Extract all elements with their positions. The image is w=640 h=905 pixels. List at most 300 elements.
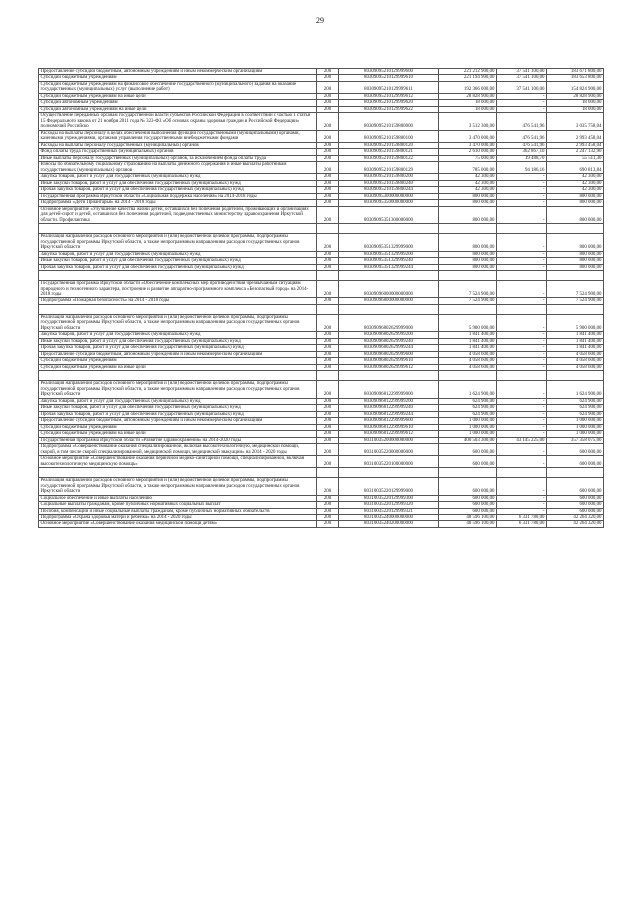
row-name-cell: Иные закупки товаров, работ и услуг для обеспечения государственных (муниципальных) нужд	[39, 258, 317, 264]
row-approved-amount-cell: 1 841 400,00	[439, 332, 497, 338]
row-approved-amount-cell: 3 512 300,00	[439, 113, 497, 130]
row-name-cell: Закупка товаров, работ и услуг для государственных (муниципальных) нужд	[39, 332, 317, 338]
row-unexecuted-amount-cell: 154 824 900,00	[547, 81, 604, 93]
row-classification-code-cell: 80309096812299999612	[339, 431, 439, 437]
row-unexecuted-amount-cell: 1 000 000,00	[547, 424, 604, 430]
row-executed-amount-cell: -	[497, 180, 547, 186]
row-name-cell: Субсидии автономным учреждениям на иные цели	[39, 106, 317, 112]
table-row	[39, 314, 604, 331]
row-approved-amount-cell: 18 000,00	[439, 100, 497, 106]
spacer-cell	[317, 371, 339, 381]
row-name-cell: Реализация направлений расходов основного мероприятия и (или) ведомственной целевой программы, подпрограммы государственной программы Иркутской области, а также непрограммным направлениям расходов государственных органов Иркутской области	[39, 381, 317, 398]
row-approved-amount-cell: 7 524 900,00	[439, 281, 497, 298]
row-classification-code-cell: 80310035220000000000	[339, 444, 439, 456]
row-executed-amount-cell: 362 867,10	[497, 149, 547, 155]
row-classification-code-cell: 80309095210159800129	[339, 162, 439, 174]
table-row	[39, 206, 604, 223]
row-unexecuted-amount-cell: 600 000,00	[547, 478, 604, 495]
spacer-cell	[317, 271, 339, 281]
row-unexecuted-amount-cell: 18 000,00	[547, 100, 604, 106]
row-approved-amount-cell: 600 000,00	[439, 495, 497, 501]
spacer-cell	[547, 271, 604, 281]
row-executed-amount-cell: 6 331 780,00	[497, 521, 547, 527]
row-executed-amount-cell: -	[497, 502, 547, 508]
row-executed-amount-cell: 37 541 100,00	[497, 69, 547, 75]
row-executed-amount-cell: -	[497, 193, 547, 199]
row-approved-amount-cell: 221 194 900,00	[439, 75, 497, 81]
row-approved-amount-cell: 3 470 000,00	[439, 130, 497, 142]
row-executed-amount-cell: -	[497, 200, 547, 206]
table-row	[39, 456, 604, 468]
row-approved-amount-cell: 7 524 900,00	[439, 298, 497, 304]
row-name-cell: Закупка товаров, работ и услуг для государственных (муниципальных) нужд	[39, 251, 317, 257]
spacer-cell	[339, 224, 439, 234]
row-name-cell: Субсидии бюджетным учреждениям	[39, 424, 317, 430]
spacer-cell	[339, 468, 439, 478]
row-executed-amount-cell: -	[497, 444, 547, 456]
table-row	[39, 81, 604, 93]
row-name-cell: Субсидии бюджетным учреждениям на финансовое обеспечение государственного (муниципального) задания на оказание государственных (муниципальных) услуг (выполнение работ)	[39, 81, 317, 93]
row-name-cell: Осуществление переданных органам государственной власти субъектов Российской Федерации в соответствии с частью 1 статьи 15 Федерального закона от 21 ноября 2011 года № 323-ФЗ «Об основах охраны здоровья граждан в Российской Федерации» полномочий Российско	[39, 113, 317, 130]
row-code-cell: 200	[317, 251, 339, 257]
row-classification-code-cell: 80309096802629999240	[339, 338, 439, 344]
row-code-cell: 200	[317, 264, 339, 270]
row-unexecuted-amount-cell: 7 524 900,00	[547, 281, 604, 298]
row-code-cell: 200	[317, 180, 339, 186]
spacer-cell	[497, 224, 547, 234]
row-code-cell: 200	[317, 314, 339, 331]
row-unexecuted-amount-cell: 357 358 075,00	[547, 437, 604, 443]
row-code-cell: 200	[317, 162, 339, 174]
row-approved-amount-cell: 48 596 100,00	[439, 515, 497, 521]
row-approved-amount-cell: 42 300,00	[439, 174, 497, 180]
row-executed-amount-cell: -	[497, 187, 547, 193]
row-approved-amount-cell: 1 841 400,00	[439, 345, 497, 351]
row-classification-code-cell: 80309095351329999240	[339, 258, 439, 264]
table-row	[39, 234, 604, 251]
row-unexecuted-amount-cell: 800 000,00	[547, 206, 604, 223]
row-approved-amount-cell: 221 212 900,00	[439, 69, 497, 75]
table-row	[39, 478, 604, 495]
row-code-cell: 200	[317, 234, 339, 251]
spacer-cell	[39, 224, 317, 234]
row-name-cell: Подпрограмма «Охрана здоровья матери и ребенка» на 2014 - 2020 годы	[39, 515, 317, 521]
row-executed-amount-cell: -	[497, 206, 547, 223]
spacer-row	[39, 271, 604, 281]
table-row	[39, 281, 604, 298]
row-name-cell: Прочая закупка товаров, работ и услуг для обеспечения государственных (муниципальных) нужд	[39, 345, 317, 351]
row-name-cell: Социальное обеспечение и иные выплаты населению	[39, 495, 317, 501]
row-code-cell: 200	[317, 298, 339, 304]
row-executed-amount-cell: 43 145 225,00	[497, 437, 547, 443]
row-unexecuted-amount-cell: 42 300,00	[547, 180, 604, 186]
row-name-cell: Предоставление субсидий бюджетным, автономным учреждениям и иным некоммерческим организациям	[39, 418, 317, 424]
spacer-cell	[439, 468, 497, 478]
row-classification-code-cell: 80309095350000000000	[339, 200, 439, 206]
row-code-cell: 200	[317, 206, 339, 223]
row-approved-amount-cell: 785 000,00	[439, 162, 497, 174]
row-classification-code-cell: 80309095210159800240	[339, 180, 439, 186]
row-classification-code-cell: 80309096812299999200	[339, 398, 439, 404]
spacer-cell	[317, 224, 339, 234]
spacer-cell	[497, 304, 547, 314]
spacer-cell	[497, 271, 547, 281]
row-name-cell: Подпрограмма «Совершенствование оказания специализированной, включая высокотехнологичную, медицинской помощи, скорой, в том числе скорой специализированной, медицинской помощи, медицинской эвакуации» на 2014 - 2020 годы	[39, 444, 317, 456]
spacer-row	[39, 371, 604, 381]
row-code-cell: 200	[317, 338, 339, 344]
row-unexecuted-amount-cell: 1 000 000,00	[547, 418, 604, 424]
row-approved-amount-cell: 48 596 100,00	[439, 521, 497, 527]
row-code-cell: 200	[317, 332, 339, 338]
row-code-cell: 200	[317, 444, 339, 456]
table-row	[39, 162, 604, 174]
row-code-cell: 200	[317, 521, 339, 527]
row-classification-code-cell: 80309096802629999600	[339, 351, 439, 357]
row-approved-amount-cell: 800 000,00	[439, 206, 497, 223]
row-code-cell: 200	[317, 437, 339, 443]
row-classification-code-cell: 80309095300000000000	[339, 193, 439, 199]
row-code-cell: 200	[317, 258, 339, 264]
row-code-cell: 200	[317, 81, 339, 93]
row-classification-code-cell: 80310035240200000000	[339, 521, 439, 527]
row-executed-amount-cell: -	[497, 345, 547, 351]
row-approved-amount-cell: 800 000,00	[439, 264, 497, 270]
row-code-cell: 200	[317, 75, 339, 81]
row-executed-amount-cell: 476 541,96	[497, 142, 547, 148]
row-unexecuted-amount-cell: 1 624 900,00	[547, 381, 604, 398]
row-name-cell: Иные закупки товаров, работ и услуг для обеспечения государственных (муниципальных) нужд	[39, 405, 317, 411]
row-code-cell: 200	[317, 174, 339, 180]
row-unexecuted-amount-cell: 42 300,00	[547, 187, 604, 193]
row-executed-amount-cell: 19 488,70	[497, 155, 547, 161]
row-approved-amount-cell: 1 000 000,00	[439, 431, 497, 437]
row-code-cell: 200	[317, 515, 339, 521]
row-classification-code-cell: 80309095351329999200	[339, 251, 439, 257]
row-name-cell: Реализация направлений расходов основного мероприятия и (или) ведомственной целевой программы, подпрограммы государственной программы Иркутской области, а также непрограммным направлениям расходов государственных органов Иркутской области	[39, 234, 317, 251]
row-unexecuted-amount-cell: 1 841 400,00	[547, 345, 604, 351]
row-executed-amount-cell: -	[497, 234, 547, 251]
row-classification-code-cell: 80309095210159800100	[339, 130, 439, 142]
row-code-cell: 200	[317, 106, 339, 112]
row-code-cell: 200	[317, 364, 339, 370]
row-executed-amount-cell: -	[497, 508, 547, 514]
row-executed-amount-cell: 476 541,96	[497, 130, 547, 142]
spacer-cell	[439, 271, 497, 281]
row-classification-code-cell: 80310035220129999320	[339, 502, 439, 508]
spacer-cell	[39, 304, 317, 314]
row-unexecuted-amount-cell: 600 000,00	[547, 495, 604, 501]
spacer-cell	[39, 271, 317, 281]
row-classification-code-cell: 80309095210159800244	[339, 187, 439, 193]
row-unexecuted-amount-cell: 42 264 320,00	[547, 521, 604, 527]
row-approved-amount-cell: 624 900,00	[439, 411, 497, 417]
row-approved-amount-cell: 28 828 900,00	[439, 93, 497, 99]
table-row	[39, 521, 604, 527]
row-executed-amount-cell: -	[497, 495, 547, 501]
row-executed-amount-cell: 37 541 100,00	[497, 75, 547, 81]
row-classification-code-cell: 80309095210129999611	[339, 81, 439, 93]
row-code-cell: 200	[317, 100, 339, 106]
row-executed-amount-cell: 6 331 780,00	[497, 515, 547, 521]
spacer-row	[39, 224, 604, 234]
row-executed-amount-cell: -	[497, 381, 547, 398]
row-executed-amount-cell: -	[497, 314, 547, 331]
row-approved-amount-cell: 600 000,00	[439, 456, 497, 468]
row-classification-code-cell: 80309095351329999244	[339, 264, 439, 270]
row-executed-amount-cell: -	[497, 298, 547, 304]
row-approved-amount-cell: 800 000,00	[439, 258, 497, 264]
row-approved-amount-cell: 600 000,00	[439, 502, 497, 508]
spacer-cell	[439, 304, 497, 314]
row-name-cell: Иные закупки товаров, работ и услуг для обеспечения государственных (муниципальных) нужд	[39, 338, 317, 344]
row-code-cell: 200	[317, 456, 339, 468]
row-classification-code-cell: 80309096812299999000	[339, 381, 439, 398]
row-classification-code-cell: 80309096000000000000	[339, 281, 439, 298]
row-code-cell: 200	[317, 155, 339, 161]
row-approved-amount-cell: 624 900,00	[439, 405, 497, 411]
row-unexecuted-amount-cell: 55 511,30	[547, 155, 604, 161]
row-name-cell: Предоставление субсидий бюджетным, автономным учреждениям и иным некоммерческим организациям	[39, 69, 317, 75]
spacer-cell	[339, 271, 439, 281]
row-unexecuted-amount-cell: 600 000,00	[547, 508, 604, 514]
row-classification-code-cell: 80309095210159800120	[339, 142, 439, 148]
row-executed-amount-cell: -	[497, 398, 547, 404]
row-unexecuted-amount-cell: 1 841 400,00	[547, 332, 604, 338]
row-classification-code-cell: 80310035240000000000	[339, 515, 439, 521]
row-name-cell: Социальные выплаты гражданам, кроме публичных нормативных социальных выплат	[39, 502, 317, 508]
row-code-cell: 200	[317, 411, 339, 417]
spacer-row	[39, 468, 604, 478]
row-name-cell: Расходы на выплаты персоналу государственных (муниципальных) органов	[39, 142, 317, 148]
row-classification-code-cell: 80310035220100000000	[339, 456, 439, 468]
table-row	[39, 113, 604, 130]
row-code-cell: 200	[317, 130, 339, 142]
row-approved-amount-cell: 75 000,00	[439, 155, 497, 161]
budget-execution-table	[38, 68, 604, 528]
row-code-cell: 200	[317, 398, 339, 404]
row-name-cell: Предоставление субсидий бюджетным, автономным учреждениям и иным некоммерческим организациям	[39, 351, 317, 357]
row-code-cell: 200	[317, 508, 339, 514]
row-classification-code-cell: 80309095210159800122	[339, 155, 439, 161]
row-code-cell: 200	[317, 431, 339, 437]
row-approved-amount-cell: 192 366 000,00	[439, 81, 497, 93]
row-code-cell: 200	[317, 93, 339, 99]
row-name-cell: Подпрограмма «Дети Приангарья» на 2014 - 2018 годы	[39, 200, 317, 206]
row-executed-amount-cell: 37 541 100,00	[497, 81, 547, 93]
spacer-cell	[339, 304, 439, 314]
row-code-cell: 200	[317, 405, 339, 411]
spacer-cell	[547, 371, 604, 381]
row-unexecuted-amount-cell: 800 000,00	[547, 234, 604, 251]
row-approved-amount-cell: 3 470 000,00	[439, 142, 497, 148]
row-approved-amount-cell: 1 624 900,00	[439, 381, 497, 398]
row-approved-amount-cell: 800 000,00	[439, 193, 497, 199]
row-executed-amount-cell: -	[497, 418, 547, 424]
row-name-cell: Фонд оплаты труда государственных (муниципальных) органов	[39, 149, 317, 155]
row-executed-amount-cell: -	[497, 424, 547, 430]
row-name-cell: Закупка товаров, работ и услуг для государственных (муниципальных) нужд	[39, 398, 317, 404]
row-executed-amount-cell: -	[497, 264, 547, 270]
spacer-cell	[439, 371, 497, 381]
spacer-cell	[497, 468, 547, 478]
row-executed-amount-cell: -	[497, 478, 547, 495]
row-name-cell: Основное мероприятие «Совершенствование оказания первичной медико-санитарной помощи, специализированной, включая высокотехнологичную медицинскую помощь»	[39, 456, 317, 468]
row-approved-amount-cell: 800 000,00	[439, 251, 497, 257]
row-unexecuted-amount-cell: 2 993 458,04	[547, 130, 604, 142]
table-body	[39, 69, 604, 528]
row-name-cell: Субсидии бюджетным учреждениям на иные цели	[39, 93, 317, 99]
row-classification-code-cell: 80309095210129999622	[339, 106, 439, 112]
row-unexecuted-amount-cell: 183 653 800,00	[547, 75, 604, 81]
row-classification-code-cell: 80309095210159800000	[339, 113, 439, 130]
row-approved-amount-cell: 1 841 400,00	[439, 338, 497, 344]
row-approved-amount-cell: 42 300,00	[439, 187, 497, 193]
row-classification-code-cell: 80310035220129999300	[339, 495, 439, 501]
row-approved-amount-cell: 2 610 000,00	[439, 149, 497, 155]
row-approved-amount-cell: 18 000,00	[439, 106, 497, 112]
row-code-cell: 200	[317, 351, 339, 357]
row-unexecuted-amount-cell: 18 000,00	[547, 106, 604, 112]
row-classification-code-cell: 80310035220129999321	[339, 508, 439, 514]
row-executed-amount-cell: -	[497, 332, 547, 338]
row-classification-code-cell: 80309095351329999000	[339, 234, 439, 251]
spacer-cell	[547, 304, 604, 314]
row-approved-amount-cell: 5 900 000,00	[439, 314, 497, 331]
row-code-cell: 200	[317, 149, 339, 155]
row-approved-amount-cell: 4 058 600,00	[439, 351, 497, 357]
row-unexecuted-amount-cell: 1 000 000,00	[547, 431, 604, 437]
row-unexecuted-amount-cell: 624 900,00	[547, 405, 604, 411]
row-classification-code-cell: 80309096802629999200	[339, 332, 439, 338]
row-classification-code-cell: 80310035220129999000	[339, 478, 439, 495]
row-name-cell: Государственная программа Иркутской области «Социальная поддержка населения» на 2014-2018 годы	[39, 193, 317, 199]
row-name-cell: Субсидии бюджетным учреждениям на иные цели	[39, 431, 317, 437]
row-unexecuted-amount-cell: 600 000,00	[547, 456, 604, 468]
row-unexecuted-amount-cell: 600 000,00	[547, 444, 604, 456]
row-name-cell: Взносы по обязательному социальному страхованию на выплаты денежного содержания и иные выплаты работникам государственных (муниципальных) органов	[39, 162, 317, 174]
row-unexecuted-amount-cell: 2 247 132,90	[547, 149, 604, 155]
row-classification-code-cell: 80309096802629999610	[339, 358, 439, 364]
row-unexecuted-amount-cell: 4 058 600,00	[547, 351, 604, 357]
spacer-cell	[317, 468, 339, 478]
row-code-cell: 200	[317, 345, 339, 351]
row-name-cell: Прочая закупка товаров, работ и услуг для обеспечения государственных (муниципальных) нужд	[39, 411, 317, 417]
row-classification-code-cell: 80309096812299999240	[339, 405, 439, 411]
row-executed-amount-cell: -	[497, 364, 547, 370]
row-name-cell: Подпрограмма «Пожарная безопасность» на 2014 - 2018 годы	[39, 298, 317, 304]
row-unexecuted-amount-cell: 28 828 900,00	[547, 93, 604, 99]
row-code-cell: 200	[317, 358, 339, 364]
table-row	[39, 381, 604, 398]
row-code-cell: 200	[317, 418, 339, 424]
row-unexecuted-amount-cell: 800 000,00	[547, 200, 604, 206]
row-name-cell: Закупка товаров, работ и услуг для государственных (муниципальных) нужд	[39, 174, 317, 180]
spacer-cell	[547, 224, 604, 234]
row-name-cell: Субсидии бюджетным учреждениям на иные цели	[39, 364, 317, 370]
row-code-cell: 200	[317, 502, 339, 508]
row-approved-amount-cell: 600 000,00	[439, 478, 497, 495]
row-unexecuted-amount-cell: 800 000,00	[547, 193, 604, 199]
row-name-cell: Прочая закупка товаров, работ и услуг для обеспечения государственных (муниципальных) нужд	[39, 264, 317, 270]
row-approved-amount-cell: 1 000 000,00	[439, 424, 497, 430]
row-unexecuted-amount-cell: 4 058 600,00	[547, 364, 604, 370]
row-classification-code-cell: 80309095210129999600	[339, 69, 439, 75]
row-executed-amount-cell: -	[497, 358, 547, 364]
row-unexecuted-amount-cell: 600 000,00	[547, 502, 604, 508]
row-unexecuted-amount-cell: 690 813,84	[547, 162, 604, 174]
row-unexecuted-amount-cell: 3 035 758,04	[547, 113, 604, 130]
row-executed-amount-cell: -	[497, 100, 547, 106]
row-unexecuted-amount-cell: 7 524 900,00	[547, 298, 604, 304]
row-classification-code-cell: 80309096812299999244	[339, 411, 439, 417]
row-code-cell: 200	[317, 142, 339, 148]
row-name-cell: Иные выплаты персоналу государственных (муниципальных) органов, за исключением фонда оплаты труда	[39, 155, 317, 161]
spacer-cell	[439, 224, 497, 234]
spacer-cell	[39, 371, 317, 381]
row-classification-code-cell: 80309095210129999610	[339, 75, 439, 81]
row-name-cell: Субсидии автономным учреждениям	[39, 100, 317, 106]
spacer-cell	[547, 468, 604, 478]
row-executed-amount-cell: 476 541,96	[497, 113, 547, 130]
row-code-cell: 200	[317, 69, 339, 75]
row-unexecuted-amount-cell: 42 264 320,00	[547, 515, 604, 521]
row-code-cell: 200	[317, 187, 339, 193]
row-classification-code-cell: 80309096802629999244	[339, 345, 439, 351]
row-unexecuted-amount-cell: 800 000,00	[547, 251, 604, 257]
row-classification-code-cell: 80309096812299999610	[339, 424, 439, 430]
row-approved-amount-cell: 624 900,00	[439, 398, 497, 404]
row-code-cell: 200	[317, 495, 339, 501]
row-approved-amount-cell: 600 000,00	[439, 508, 497, 514]
row-approved-amount-cell: 1 000 000,00	[439, 418, 497, 424]
row-code-cell: 200	[317, 424, 339, 430]
row-classification-code-cell: 80309095210159800200	[339, 174, 439, 180]
row-name-cell: Реализация направлений расходов основного мероприятия и (или) ведомственной целевой программы, подпрограммы государственной программы Иркутской области, а также непрограммным направлениям расходов государственных органов Иркутской области	[39, 478, 317, 495]
row-executed-amount-cell: -	[497, 93, 547, 99]
row-executed-amount-cell: -	[497, 456, 547, 468]
row-name-cell: Основное мероприятие «Улучшение качества жизни детей, оставшихся без попечения родителей, проживающих в организациях для детей-сирот и детей, оставшихся без попечения родителей, подведомственных министерству здравоохранения Иркутской области. Профилактика	[39, 206, 317, 223]
row-code-cell: 200	[317, 200, 339, 206]
row-classification-code-cell: 80309095351300000000	[339, 206, 439, 223]
row-unexecuted-amount-cell: 1 841 400,00	[547, 338, 604, 344]
row-name-cell: Субсидии бюджетным учреждениям	[39, 75, 317, 81]
page-number: 29	[316, 16, 324, 25]
row-name-cell: Субсидии бюджетным учреждениям	[39, 358, 317, 364]
row-code-cell: 200	[317, 381, 339, 398]
row-name-cell: Основное мероприятие «Совершенствование оказания медицинской помощи детям»	[39, 521, 317, 527]
row-approved-amount-cell: 4 058 600,00	[439, 364, 497, 370]
row-unexecuted-amount-cell: 5 900 000,00	[547, 314, 604, 331]
spacer-cell	[339, 371, 439, 381]
row-name-cell: Реализация направлений расходов основного мероприятия и (или) ведомственной целевой программы, подпрограммы государственной программы Иркутской области, а также непрограммным направлениям расходов государственных органов Иркутской области	[39, 314, 317, 331]
row-approved-amount-cell: 400 503 300,00	[439, 437, 497, 443]
row-name-cell: Пособия, компенсации и иные социальные выплаты гражданам, кроме публичных нормативных обязательств	[39, 508, 317, 514]
row-classification-code-cell: 80309096802629999000	[339, 314, 439, 331]
row-executed-amount-cell: -	[497, 411, 547, 417]
table-row	[39, 130, 604, 142]
row-executed-amount-cell: -	[497, 174, 547, 180]
row-name-cell: Иные закупки товаров, работ и услуг для обеспечения государственных (муниципальных) нужд	[39, 180, 317, 186]
row-executed-amount-cell: -	[497, 338, 547, 344]
row-approved-amount-cell: 800 000,00	[439, 234, 497, 251]
row-classification-code-cell: 80309096800000000000	[339, 298, 439, 304]
spacer-cell	[317, 304, 339, 314]
row-unexecuted-amount-cell: 624 900,00	[547, 411, 604, 417]
row-executed-amount-cell: 94 186,16	[497, 162, 547, 174]
row-classification-code-cell: 80309095210159800121	[339, 149, 439, 155]
row-approved-amount-cell: 42 300,00	[439, 180, 497, 186]
row-executed-amount-cell: -	[497, 106, 547, 112]
